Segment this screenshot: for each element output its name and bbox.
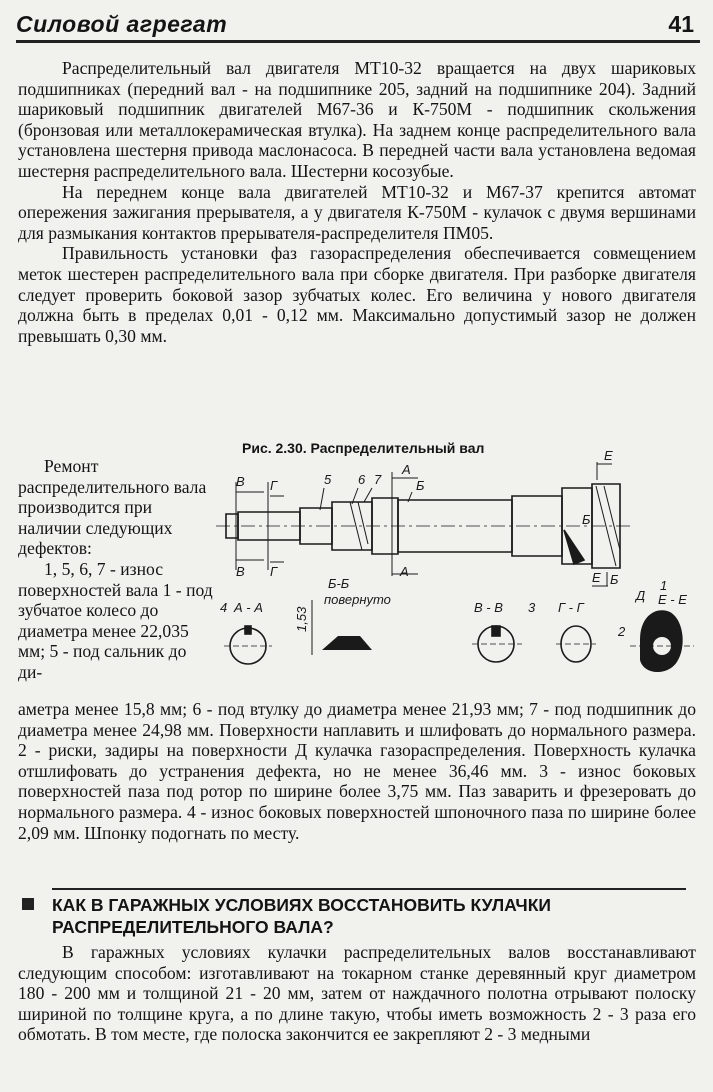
label-7: 7 xyxy=(374,472,382,487)
label-g-bottom: Г xyxy=(270,564,278,579)
label-b-bottom: В xyxy=(236,564,245,579)
label-g-top: Г xyxy=(270,478,278,493)
rotated-label: повернуто xyxy=(324,592,391,607)
paragraph: На переднем конце вала двигателей МТ10-32 и М67-37 крепится автомат опережения зажигания прерывателя, а у двигателя К-750М - кулачок с двумя вершинами для размыкания контактов прерывателя-распределителя ПМ05. xyxy=(18,181,696,243)
label-4: 4 xyxy=(220,600,228,615)
label-b-bottom-right: Б xyxy=(610,572,619,587)
square-bullet-icon xyxy=(22,898,34,910)
paragraph: аметра менее 15,8 мм; 6 - под втулку до диаметра менее 21,93 мм; 7 - под подшипник до диаметра менее 24,98 мм. Поверхности наплавить и шлифовать до нормального размера. 2 - риски, задиры на поверхности Д кулачка газораспределения. Поверхность кулачка отшлифовать до устранения дефекта, но не менее 36,46 мм. 3 - износ боковых поверхностей паза под ротор по ширине более 3,75 мм. Паз заварить и фрезеровать до нормального размера. 4 - износ боковых поверхностей шпоночного паза по ширине более 2,09 мм. Шпонку подогнать по месту. xyxy=(18,699,696,843)
figure-caption: Рис. 2.30. Распределительный вал xyxy=(242,440,485,456)
label-b-mid: Б xyxy=(416,478,425,493)
section-title: Силовой агрегат xyxy=(16,11,228,37)
dimension-label: 1,53 xyxy=(294,606,309,632)
label-e-top: Е xyxy=(604,448,613,463)
section-aa-label: А - А xyxy=(234,600,263,615)
label-d: Д xyxy=(636,588,646,603)
page-header xyxy=(16,6,700,43)
paragraph: В гаражных условиях кулачки распределительных валов восстанавливают следующим способом: изготавливают на токарном станке деревянный круг диаметром 180 - 200 мм и толщиной 21 - 20 мм, затем от наждачного полотна отрывают полоску шириной по толщине круга, а по длине такую, чтобы иметь возможность 2 - 3 раза его обмотать. В том месте, где полоска закончится ее закрепляют 2 - 3 медными xyxy=(18,942,696,1045)
label-3: 3 xyxy=(528,600,536,615)
paragraph: Ремонт распределительного вала производится при наличии следующих дефектов: xyxy=(18,456,207,559)
heading-text: КАК В ГАРАЖНЫХ УСЛОВИЯХ ВОССТАНОВИТЬ КУЛАЧКИ РАСПРЕДЕЛИТЕЛЬНОГО ВАЛА? xyxy=(52,895,551,937)
label-b-cam: Б xyxy=(582,512,591,527)
paragraph: Распределительный вал двигателя МТ10-32 вращается на двух шариковых подшипниках (передний вал - на подшипнике 205, задний на подшипнике 204). Задний шариковый подшипник двигателей М67-36 и К-750М - подшипник скольжения (бронзовая или металлокерамическая втулка). На заднем конце распределительного вала установлена шестерня привода маслонасоса. В передней части вала установлена ведомая шестерня распределительного вала. Шестерни косозубые. xyxy=(18,58,696,181)
section-vv-label: В - В xyxy=(474,600,503,615)
paragraph: 1, 5, 6, 7 - износ поверхностей вала 1 - под зубчатое колесо до диаметра менее 22,035 мм; 5 - под сальник до ди- xyxy=(18,558,213,682)
camshaft-drawing xyxy=(212,440,704,690)
section-gg-label: Г - Г xyxy=(558,600,584,615)
label-1: 1 xyxy=(660,578,668,593)
page-number: 41 xyxy=(668,11,694,37)
section-bb-label: Б-Б xyxy=(328,576,350,591)
label-a-top: А xyxy=(402,462,411,477)
label-e-bottom: Е xyxy=(592,570,601,585)
body-text-continuation xyxy=(18,699,696,843)
body-text-top xyxy=(18,58,696,346)
label-6: 6 xyxy=(358,472,366,487)
label-2: 2 xyxy=(618,624,626,639)
label-b-top: В xyxy=(236,474,245,489)
label-5: 5 xyxy=(324,472,332,487)
paragraph: Правильность установки фаз газораспределения обеспечивается совмещением меток шестерен распределительного вала при сборке двигателя. При разборке двигателя следует проверить боковой зазор зубчатых колес. Его величина у нового двигателя должна быть в пределах 0,01 - 0,12 мм. Максимально допустимый зазор не должен превышать 0,30 мм. xyxy=(18,243,696,346)
figure-camshaft xyxy=(212,440,704,690)
label-a-bottom: А xyxy=(400,564,409,579)
body-text-bottom xyxy=(18,942,696,1045)
heading-rule xyxy=(52,888,686,890)
section-ee-label: Е - Е xyxy=(658,592,687,607)
wrap-text-column xyxy=(18,456,213,683)
